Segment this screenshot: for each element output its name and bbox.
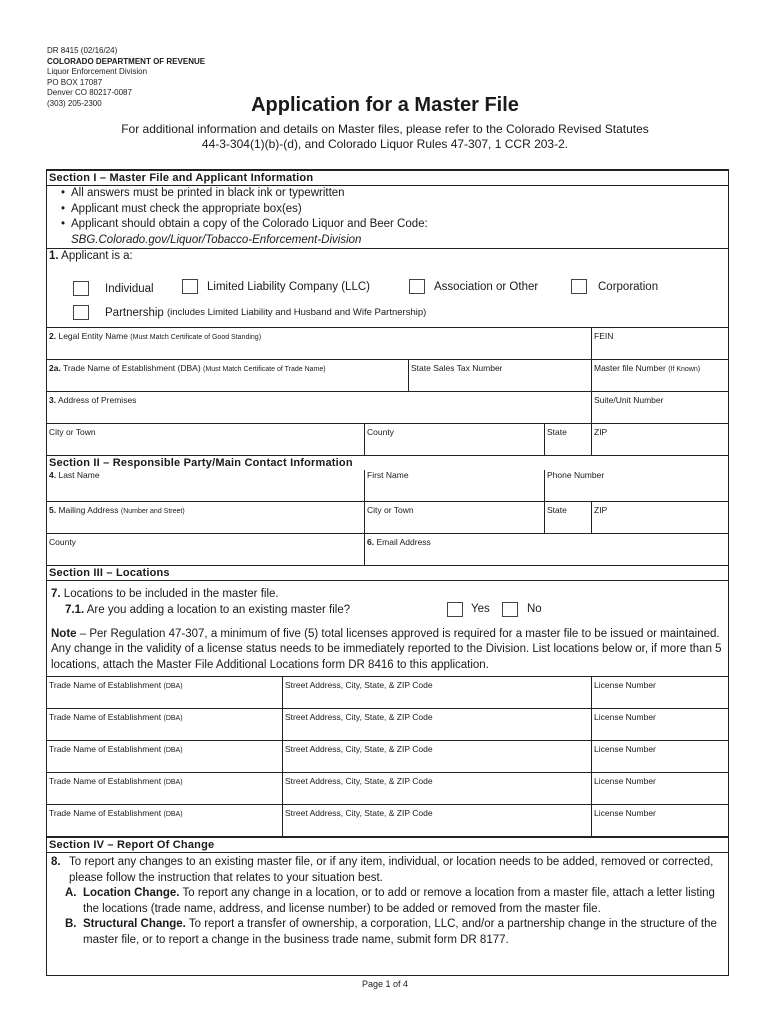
no-option[interactable] (502, 602, 542, 618)
location-trade-name-field[interactable]: Trade Name of Establishment (DBA) (47, 773, 283, 804)
premises-city-row (47, 424, 728, 456)
instruction-item: • All answers must be printed in black ink or typewritten (61, 186, 728, 202)
no-checkbox[interactable] (502, 602, 518, 617)
location-license-field[interactable]: License Number (594, 680, 656, 690)
corporation-checkbox[interactable] (571, 279, 587, 294)
location-license-field[interactable]: License Number (594, 808, 656, 818)
contact-county-field[interactable]: County (47, 534, 365, 565)
division-name: Liquor Enforcement Division (47, 67, 148, 76)
phone-number: (303) 205-2300 (47, 98, 102, 108)
zip-field[interactable]: ZIP (594, 427, 608, 437)
premises-address-field[interactable]: 3. Address of Premises (47, 392, 592, 423)
association-label: Association or Other (434, 280, 539, 293)
state-field[interactable]: State (545, 424, 592, 455)
location-address-field[interactable]: Street Address, City, State, & ZIP Code (283, 709, 592, 740)
email-field[interactable]: 6. Email Address (367, 537, 431, 547)
contact-name-row (47, 470, 728, 502)
question-7: 7. Locations to be included in the master file. (51, 588, 279, 600)
po-box: PO BOX 17087 (47, 77, 103, 87)
location-trade-name-field[interactable]: Trade Name of Establishment (DBA) (47, 805, 283, 836)
question-7-1: 7.1. Are you adding a location to an existing master file? Yes No (65, 602, 542, 616)
mailing-state-field[interactable]: State (545, 502, 592, 533)
instruction-item: • Applicant must check the appropriate box(es) (61, 202, 728, 218)
section-2-title: Section II – Responsible Party/Main Contact Information (49, 457, 353, 469)
mailing-address-field[interactable]: 5. Mailing Address (Number and Street) (47, 502, 365, 533)
option-association[interactable] (409, 279, 538, 294)
application-form (46, 169, 729, 976)
legal-entity-row (47, 328, 728, 360)
option-individual[interactable] (73, 281, 154, 296)
location-trade-name-field[interactable]: Trade Name of Establishment (DBA) (47, 677, 283, 708)
llc-checkbox[interactable] (182, 279, 198, 294)
question-1-label: 1. Applicant is a: (49, 250, 133, 262)
department-name: COLORADO DEPARTMENT OF REVENUE (47, 56, 206, 66)
premises-address-row (47, 392, 728, 424)
trade-name-row (47, 360, 728, 392)
subtitle-line-2: 44-3-304(1)(b)-(d), and Colorado Liquor Rules 47-307, 1 CCR 203-2. (201, 137, 569, 151)
individual-label: Individual (105, 282, 154, 295)
option-partnership[interactable] (73, 305, 426, 320)
fein-field[interactable]: FEIN (594, 331, 614, 341)
first-name-field[interactable]: First Name (365, 470, 545, 501)
county-email-row (47, 534, 728, 566)
report-of-change (47, 853, 728, 975)
location-address-field[interactable]: Street Address, City, State, & ZIP Code (283, 741, 592, 772)
location-license-field[interactable]: License Number (594, 744, 656, 754)
suite-field[interactable]: Suite/Unit Number (594, 395, 664, 405)
mailing-city-field[interactable]: City or Town (365, 502, 545, 533)
location-license-field[interactable]: License Number (594, 776, 656, 786)
location-trade-name-field[interactable]: Trade Name of Establishment (DBA) (47, 741, 283, 772)
section-1-title: Section I – Master File and Applicant Information (47, 171, 728, 186)
location-row (47, 773, 728, 805)
location-row (47, 709, 728, 741)
sales-tax-field[interactable]: State Sales Tax Number (409, 360, 592, 391)
no-label: No (527, 602, 542, 615)
form-id: DR 8415 (02/16/24) (47, 46, 118, 55)
yes-option[interactable] (447, 602, 490, 618)
last-name-field[interactable]: 4. Last Name (47, 470, 365, 501)
page-subtitle (60, 122, 710, 152)
applicant-type-question (47, 249, 728, 328)
liquor-code-url[interactable]: SBG.Colorado.gov/Liquor/Tobacco-Enforcement-Division (71, 233, 362, 246)
location-row (47, 677, 728, 709)
legal-entity-name-field[interactable]: 2. Legal Entity Name (Must Match Certificate of Good Standing) (47, 328, 592, 359)
option-corporation[interactable] (571, 279, 658, 294)
location-change-item: A. Location Change. To report any change in a location, or to add or remove a location from a master file, attach a letter listing the locations (trade name, address, and license number) to be added or removed from the master file. (65, 887, 715, 915)
section-3-title: Section III – Locations (47, 566, 728, 581)
yes-checkbox[interactable] (447, 602, 463, 617)
llc-label: Limited Liability Company (LLC) (207, 280, 370, 293)
instructions-list (47, 186, 728, 249)
location-trade-name-field[interactable]: Trade Name of Establishment (DBA) (47, 709, 283, 740)
section-4-title: Section IV – Report Of Change (47, 837, 728, 853)
locations-question (47, 581, 728, 677)
yes-label: Yes (471, 602, 490, 615)
partnership-label: Partnership (105, 306, 164, 319)
location-address-field[interactable]: Street Address, City, State, & ZIP Code (283, 677, 592, 708)
subtitle-line-1: For additional information and details on Master files, please refer to the Colorado Revised Statutes (121, 122, 649, 136)
individual-checkbox[interactable] (73, 281, 89, 296)
location-address-field[interactable]: Street Address, City, State, & ZIP Code (283, 773, 592, 804)
location-address-field[interactable]: Street Address, City, State, & ZIP Code (283, 805, 592, 836)
page-title: Application for a Master File (251, 94, 519, 116)
partnership-checkbox[interactable] (73, 305, 89, 320)
instruction-item: • Applicant should obtain a copy of the Colorado Liquor and Beer Code: (61, 217, 728, 233)
city-address: Denver CO 80217-0087 (47, 88, 132, 97)
partnership-note: (includes Limited Liability and Husband and Wife Partnership) (167, 307, 427, 318)
trade-name-field[interactable]: 2a. Trade Name of Establishment (DBA) (Must Match Certificate of Trade Name) (47, 360, 409, 391)
question-8: 8. To report any changes to an existing master file, or if any item, individual, or location needs to be added, removed or corrected, please follow the instruction that relates to your situation best. (51, 856, 714, 884)
location-license-field[interactable]: License Number (594, 712, 656, 722)
location-row (47, 741, 728, 773)
structural-change-item: B. Structural Change. To report a transfer of ownership, a corporation, LLC, and/or a partnership change in the structure of the master file, or to report a change in the business trade name, submit form DR 8177. (65, 918, 717, 946)
mailing-address-row (47, 502, 728, 534)
option-llc[interactable] (182, 279, 370, 294)
master-file-number-field[interactable]: Master file Number (If Known) (594, 363, 701, 373)
location-row (47, 805, 728, 837)
phone-field[interactable]: Phone Number (547, 470, 605, 480)
county-field[interactable]: County (365, 424, 545, 455)
page-number: Page 1 of 4 (361, 979, 409, 989)
regulation-note: Note – Per Regulation 47-307, a minimum of five (5) total licenses approved is required for a master file to be issued or maintained. Any change in the validity of a license status needs to be immediately reported to the Division. List locations below or, if more than 5 locations, attach the Master File Additional Locations form DR 8416 to this application. (51, 627, 722, 671)
city-field[interactable]: City or Town (47, 424, 365, 455)
corporation-label: Corporation (598, 280, 659, 293)
association-checkbox[interactable] (409, 279, 425, 294)
mailing-zip-field[interactable]: ZIP (594, 505, 608, 515)
